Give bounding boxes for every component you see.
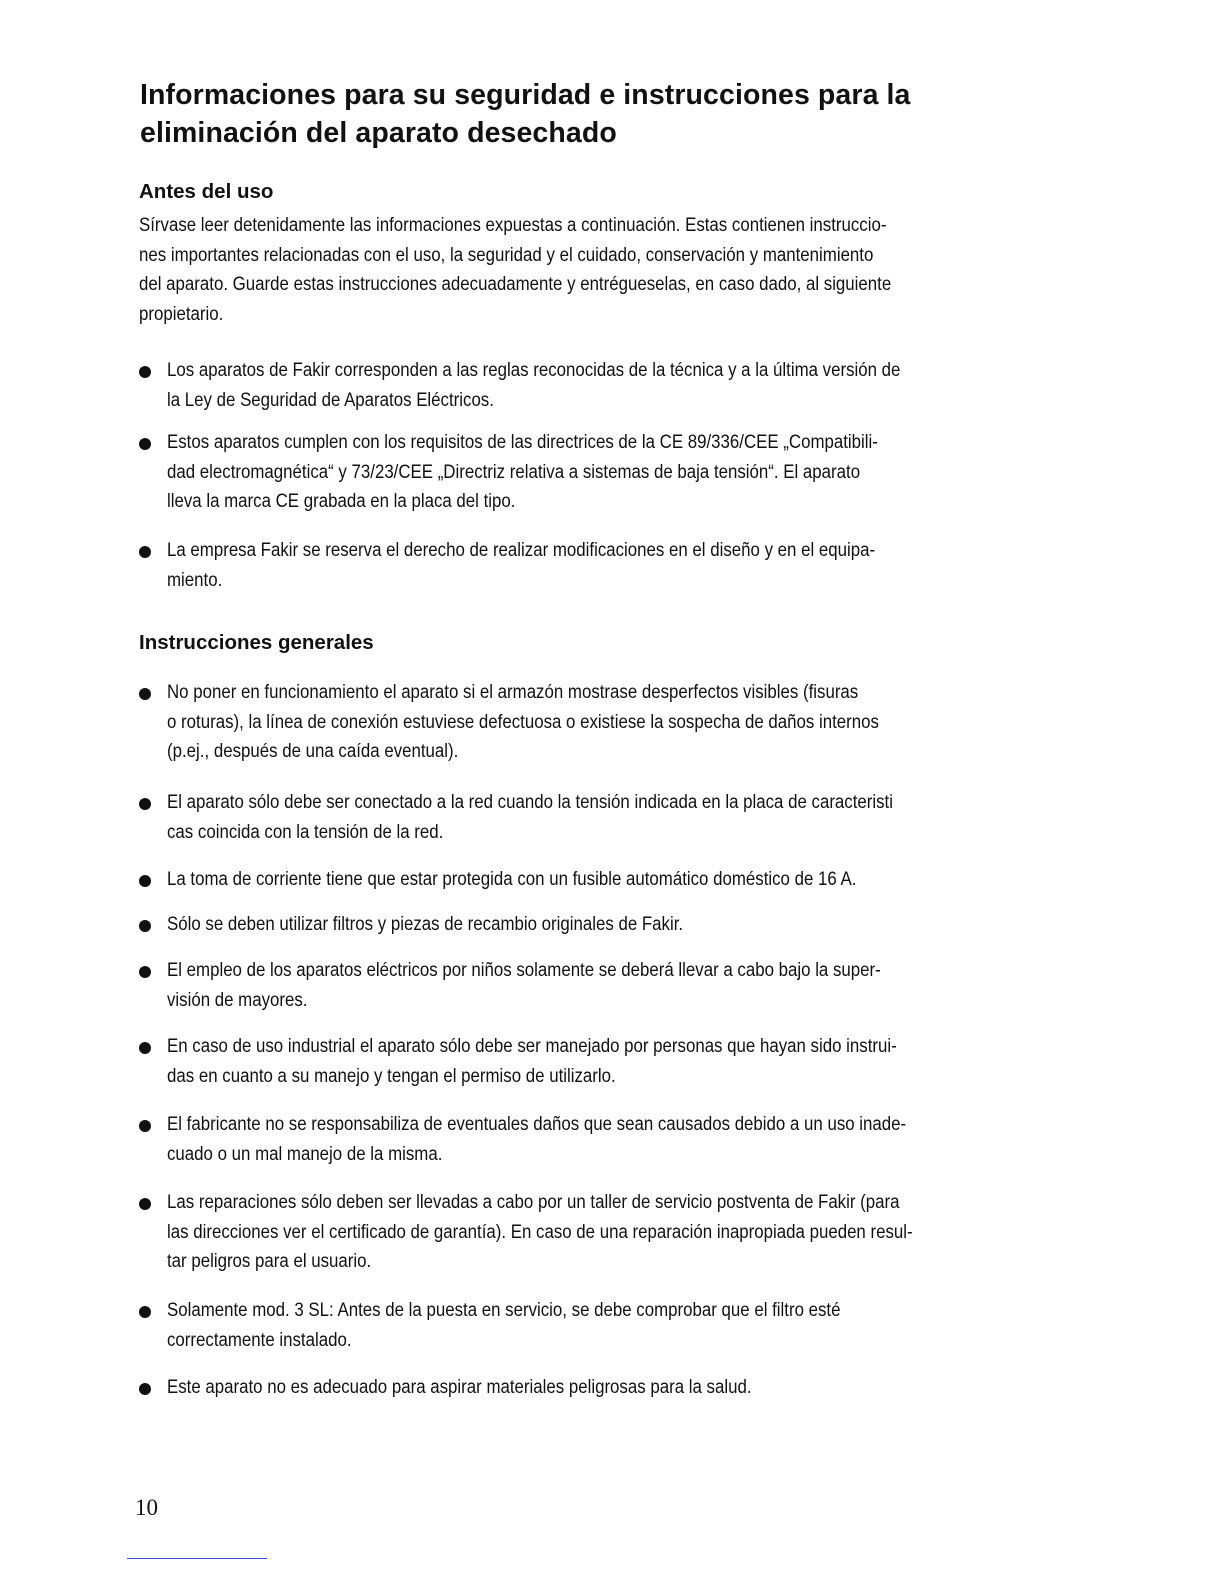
list-item-text (167, 1032, 1087, 1091)
list-item-line: En caso de uso industrial el aparato sólo debe ser manejado por personas que hayan sido instrui- (167, 1035, 897, 1057)
bullet-icon (139, 1306, 151, 1318)
list-item-line: dad electromagnética“ y 73/23/CEE „Directriz relativa a sistemas de baja tensión“. El aparato (167, 460, 861, 483)
bullet-icon (139, 688, 151, 700)
list-item-line: correctamente instalado. (167, 1328, 352, 1351)
list-item-line: La empresa Fakir se reserva el derecho de realizar modificaciones en el diseño y en el equipa- (167, 539, 876, 561)
list-item-line: las direcciones ver el certificado de garantía). En caso de una reparación inapropiada pueden resul- (167, 1220, 913, 1243)
list-item-text (167, 1296, 1087, 1355)
list-item-line: das en cuanto a su manejo y tengan el permiso de utilizarlo. (167, 1064, 616, 1087)
list-item-line: lleva la marca CE grabada en la placa del tipo. (167, 490, 516, 513)
list-item-text (167, 1188, 1087, 1277)
section-heading-instrucciones-generales: Instrucciones generales (139, 631, 374, 654)
page-title (140, 76, 1100, 152)
list-item-line: (p.ej., después de una caída eventual). (167, 740, 459, 763)
list-item-text (167, 1373, 1087, 1403)
bullet-icon (139, 546, 151, 558)
list-item-line: Los aparatos de Fakir corresponden a las reglas reconocidas de la técnica y a la última versión de (167, 359, 901, 381)
list-item-line: La toma de corriente tiene que estar protegida con un fusible automático doméstico de 16 A. (167, 868, 857, 890)
list-item-line: Las reparaciones sólo deben ser llevadas a cabo por un taller de servicio postventa de Fakir (para (167, 1191, 900, 1213)
list-item-line: miento. (167, 568, 223, 591)
bullet-icon (139, 920, 151, 932)
bullet-icon (139, 798, 151, 810)
bullet-icon (139, 1383, 151, 1395)
list-item-text (167, 536, 1087, 595)
list-item-line: tar peligros para el usuario. (167, 1250, 372, 1273)
list-item-line: cuado o un mal manejo de la misma. (167, 1142, 443, 1165)
intro-paragraph (139, 211, 1084, 329)
intro-line: Sírvase leer detenidamente las informaciones expuestas a continuación. Estas contienen instruccio- (139, 214, 887, 236)
page-title-line: Informaciones para su seguridad e instrucciones para la (140, 79, 911, 111)
list-item-text (167, 910, 1087, 940)
bullet-icon (139, 875, 151, 887)
bullet-icon (139, 966, 151, 978)
list-item-text (167, 865, 1087, 895)
list-item-line: la Ley de Seguridad de Aparatos Eléctricos. (167, 388, 494, 411)
list-item-line: Sólo se deben utilizar filtros y piezas de recambio originales de Fakir. (167, 913, 684, 935)
list-item-line: Este aparato no es adecuado para aspirar materiales peligrosas para la salud. (167, 1376, 752, 1398)
list-item-text (167, 788, 1087, 847)
bullet-icon (139, 1042, 151, 1054)
bullet-icon (139, 438, 151, 450)
bullet-icon (139, 366, 151, 378)
intro-line: del aparato. Guarde estas instrucciones adecuadamente y entrégueselas, en caso dado, al siguiente (139, 273, 892, 296)
list-item-text (167, 356, 1087, 415)
list-item-text (167, 1110, 1087, 1169)
list-item-line: El empleo de los aparatos eléctricos por niños solamente se deberá llevar a cabo bajo la super- (167, 959, 881, 981)
intro-line: propietario. (139, 302, 224, 325)
list-item-line: El aparato sólo debe ser conectado a la red cuando la tensión indicada en la placa de caracteristi (167, 791, 893, 813)
page-title-line: eliminación del aparato desechado (140, 117, 617, 149)
list-item-text (167, 678, 1087, 767)
list-item-text (167, 956, 1087, 1015)
page-number: 10 (135, 1495, 158, 1520)
list-item-line: Solamente mod. 3 SL: Antes de la puesta en servicio, se debe comprobar que el filtro esté (167, 1299, 841, 1321)
footer-rule (127, 1558, 267, 1559)
intro-line: nes importantes relacionadas con el uso, la seguridad y el cuidado, conservación y mantenimiento (139, 243, 874, 266)
list-item-text (167, 428, 1087, 517)
list-item-line: No poner en funcionamiento el aparato si el armazón mostrase desperfectos visibles (fisuras (167, 681, 859, 703)
list-item-line: El fabricante no se responsabiliza de eventuales daños que sean causados debido a un uso inade- (167, 1113, 907, 1135)
bullet-icon (139, 1120, 151, 1132)
list-item-line: cas coincida con la tensión de la red. (167, 820, 444, 843)
bullet-icon (139, 1198, 151, 1210)
section-heading-antes-del-uso: Antes del uso (139, 180, 274, 203)
list-item-line: Estos aparatos cumplen con los requisitos de las directrices de la CE 89/336/CEE „Compatibili- (167, 431, 878, 453)
list-item-line: o roturas), la línea de conexión estuviese defectuosa o existiese la sospecha de daños internos (167, 710, 879, 733)
list-item-line: visión de mayores. (167, 988, 308, 1011)
